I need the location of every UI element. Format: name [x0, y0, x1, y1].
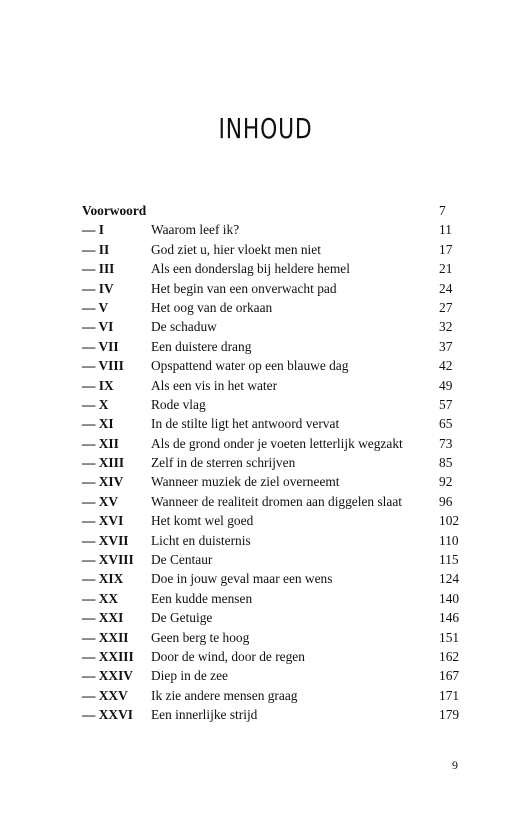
toc-entry-title: Als een donderslag bij heldere hemel	[151, 261, 350, 277]
toc-entry-title: Opspattend water op een blauwe dag	[151, 358, 349, 374]
toc-entry-page: 65	[439, 416, 453, 432]
toc-entry-title: Ik zie andere mensen graag	[151, 687, 298, 703]
toc-entry-page: 37	[439, 338, 453, 354]
toc-entry	[82, 434, 467, 453]
toc-entry	[82, 472, 467, 491]
toc-entry-title: De schaduw	[151, 319, 217, 335]
toc-entry-label: — XVI	[82, 513, 124, 529]
toc-entry-title: Het komt wel goed	[151, 513, 254, 529]
page-title: INHOUD	[218, 112, 313, 145]
toc-entry	[82, 220, 467, 239]
toc-entry	[82, 686, 467, 705]
toc-entry-label: — VIII	[82, 358, 124, 374]
toc-entry-page: 151	[439, 629, 460, 645]
toc-entry-label: — XIV	[82, 474, 124, 490]
toc-entry-title: Het begin van een onverwacht pad	[151, 280, 337, 296]
toc-entry-page: 96	[439, 493, 453, 509]
toc-entry	[82, 511, 467, 530]
toc-entry-label: — XII	[82, 435, 119, 451]
toc-entry-page: 162	[439, 648, 460, 664]
toc-entry-title: Wanneer de realiteit dromen aan diggelen slaat	[151, 493, 402, 509]
toc-entry-label: — XX	[82, 590, 119, 606]
toc-entry-page: 24	[439, 280, 453, 296]
toc-entry-page: 124	[439, 571, 460, 587]
toc-entry-page: 102	[439, 513, 460, 529]
toc-entry	[82, 589, 467, 608]
toc-entry-page: 92	[439, 474, 453, 490]
toc-entry-label: — IX	[82, 377, 114, 393]
toc-entry	[82, 453, 467, 472]
toc-entry-title: Waarom leef ik?	[151, 222, 240, 238]
page-number: 9	[452, 758, 458, 772]
toc-entry-label: — VII	[82, 338, 119, 354]
toc-entry-title: Doe in jouw geval maar een wens	[151, 571, 333, 587]
toc-entry	[82, 376, 467, 395]
toc-entry-label: — XI	[82, 416, 114, 432]
toc-entry-label: — X	[82, 396, 109, 412]
toc-entry	[82, 298, 467, 317]
toc-entry-label: — V	[82, 299, 109, 315]
toc-entry-label: — I	[82, 222, 104, 238]
toc-entry-page: 179	[439, 707, 460, 723]
toc-entry-label: — II	[82, 241, 110, 257]
toc-entry	[82, 628, 467, 647]
toc-entry-title: Door de wind, door de regen	[151, 648, 305, 664]
toc-entry-label: — IV	[82, 280, 114, 296]
toc-entry-label: — VI	[82, 319, 114, 335]
toc-entry-label: — XXII	[82, 629, 129, 645]
table-of-contents	[82, 201, 467, 725]
toc-entry-title: In de stilte ligt het antwoord vervat	[151, 416, 340, 432]
toc-entry	[82, 279, 467, 298]
toc-entry-page: 171	[439, 687, 460, 703]
toc-entry-page: 49	[439, 377, 453, 393]
toc-entry-page: 42	[439, 358, 453, 374]
toc-entry-title: Als de grond onder je voeten letterlijk wegzakt	[151, 435, 403, 451]
toc-entry-title: De Centaur	[151, 552, 213, 568]
toc-entry-title: De Getuige	[151, 610, 213, 626]
toc-entry-page: 167	[439, 668, 460, 684]
toc-entry-page: 32	[439, 319, 453, 335]
toc-entry	[82, 550, 467, 569]
toc-entry-page: 85	[439, 455, 453, 471]
toc-entry-title: Een innerlijke strijd	[151, 707, 258, 723]
toc-entry	[82, 395, 467, 414]
toc-entry	[82, 240, 467, 259]
toc-entry	[82, 337, 467, 356]
toc-entry-title: Rode vlag	[151, 396, 206, 412]
toc-entry-label: Voorwoord	[82, 203, 147, 218]
toc-entry	[82, 531, 467, 550]
toc-entry	[82, 647, 467, 666]
toc-entry-page: 7	[439, 203, 446, 218]
toc-entry-page: 140	[439, 590, 460, 606]
toc-entry-page: 110	[439, 532, 459, 548]
toc-entry	[82, 705, 467, 724]
toc-entry	[82, 608, 467, 627]
toc-entry	[82, 317, 467, 336]
toc-entry-title: God ziet u, hier vloekt men niet	[151, 241, 321, 257]
toc-entry-label: — XVII	[82, 532, 129, 548]
toc-entry-label: — XXIV	[82, 668, 133, 684]
toc-entry-label: — XXV	[82, 687, 128, 703]
toc-entry	[82, 666, 467, 685]
toc-entry	[82, 492, 467, 511]
toc-entry-label: — XV	[82, 493, 119, 509]
toc-entry-title: Het oog van de orkaan	[151, 299, 273, 315]
toc-entry	[82, 569, 467, 588]
toc-entry-title: Zelf in de sterren schrijven	[151, 455, 296, 471]
toc-entry-title: Geen berg te hoog	[151, 629, 250, 645]
toc-entry	[82, 414, 467, 433]
toc-entry-page: 27	[439, 299, 453, 315]
toc-entry-label: — XXIII	[82, 648, 134, 664]
toc-entry-title: Licht en duisternis	[151, 532, 251, 548]
toc-entry-label: — XXI	[82, 610, 124, 626]
toc-entry	[82, 201, 467, 220]
toc-entry-label: — XIII	[82, 455, 125, 471]
toc-entry-title: Als een vis in het water	[151, 377, 278, 393]
toc-entry-page: 73	[439, 435, 453, 451]
toc-entry-label: — III	[82, 261, 115, 277]
toc-entry-label: — XVIII	[82, 552, 134, 568]
toc-entry-title: Wanneer muziek de ziel overneemt	[151, 474, 340, 490]
toc-entry	[82, 259, 467, 278]
toc-entry-page: 21	[439, 261, 453, 277]
toc-entry-page: 17	[439, 241, 453, 257]
toc-entry-label: — XXVI	[82, 707, 133, 723]
toc-entry-title: Een duistere drang	[151, 338, 252, 354]
toc-entry	[82, 356, 467, 375]
toc-entry-title: Een kudde mensen	[151, 590, 253, 606]
toc-entry-page: 11	[439, 222, 452, 238]
toc-entry-title: Diep in de zee	[151, 668, 228, 684]
toc-entry-page: 115	[439, 552, 459, 568]
toc-entry-page: 57	[439, 396, 453, 412]
toc-entry-page: 146	[439, 610, 460, 626]
toc-entry-label: — XIX	[82, 571, 124, 587]
